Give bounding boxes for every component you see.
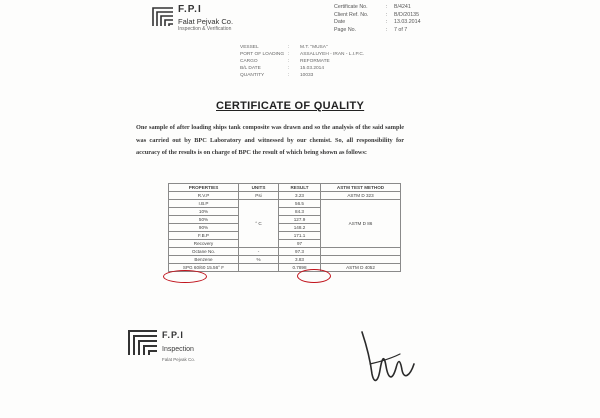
unit-cell: Psi	[239, 192, 279, 200]
vessel-key: QUANTITY	[240, 73, 265, 78]
result-cell: 148.2	[279, 224, 321, 232]
company-name: Falat Pejvak Co.	[178, 17, 234, 26]
vessel-value: 10033	[300, 73, 314, 78]
vessel-info-block	[240, 44, 364, 79]
column-header: RESULT	[279, 184, 321, 192]
stamp-text: Inspection	[162, 346, 194, 353]
vessel-value: M.T. "MUSA"	[300, 45, 328, 50]
unit-cell: %	[239, 256, 279, 264]
method-cell	[321, 256, 401, 264]
property-cell: SPG 60/60 15.56° F	[169, 264, 239, 272]
method-cell: ASTM D 4052	[321, 264, 401, 272]
vessel-row: B/L DATE : 15.03.2014	[240, 66, 325, 71]
table-row	[169, 248, 401, 256]
vessel-value: 15.03.2014	[300, 66, 325, 71]
result-cell: 56.5	[279, 200, 321, 208]
ref-row: Date : 13.03.2014	[334, 19, 464, 27]
property-cell: Recovery	[169, 240, 239, 248]
vessel-value: REFORMATE	[300, 59, 330, 64]
benzene-highlight-circle	[163, 270, 207, 283]
unit-cell: -	[239, 248, 279, 256]
property-cell: Octane No.	[169, 248, 239, 256]
property-cell: R.V.P	[169, 192, 239, 200]
ref-value: B/4241	[394, 4, 411, 10]
ref-value: 13.03.2014	[394, 19, 421, 25]
ref-key: Client Ref. No.	[334, 11, 369, 18]
result-cell: 84.3	[279, 208, 321, 216]
stamp-abbr: F.P.I	[162, 330, 184, 340]
property-cell: 50%	[169, 216, 239, 224]
ref-row: Client Ref. No. : B/D/20135	[334, 12, 464, 20]
property-cell: 10%	[169, 208, 239, 216]
ref-key: Certificate No.	[334, 4, 368, 10]
result-cell: 127.9	[279, 216, 321, 224]
unit-cell	[239, 264, 279, 272]
ref-row: Page No. : 7 of 7	[334, 27, 464, 35]
table-row	[169, 264, 401, 272]
vessel-value: ASSALUYEH - IRAN - L.I.P.C.	[300, 52, 365, 57]
unit-cell: ° C	[239, 200, 279, 248]
benzene-result-highlight-circle	[297, 269, 331, 283]
table-row	[169, 192, 401, 200]
column-header: PROPERTIES	[169, 184, 239, 192]
ref-value: 7 of 7	[394, 26, 408, 33]
result-cell: 3.23	[279, 192, 321, 200]
quality-results-table	[168, 183, 401, 272]
certificate-title: CERTIFICATE OF QUALITY	[216, 100, 365, 112]
ref-value: B/D/20135	[394, 11, 420, 18]
reference-block	[334, 4, 464, 34]
result-cell: 97	[279, 240, 321, 248]
company-logo-icon	[150, 5, 176, 29]
ref-key: Page No.	[334, 26, 357, 33]
result-cell: 171.1	[279, 232, 321, 240]
result-cell: 0.7898	[279, 264, 321, 272]
table-row	[169, 256, 401, 264]
method-cell	[321, 248, 401, 256]
company-abbr: F.P.I	[178, 4, 202, 15]
stamp-logo-icon	[126, 328, 160, 358]
vessel-row: VESSEL : M.T. "MUSA"	[240, 45, 328, 50]
property-cell: 90%	[169, 224, 239, 232]
property-cell: Benzene	[169, 256, 239, 264]
table-row	[169, 200, 401, 208]
property-cell: F.B.P	[169, 232, 239, 240]
property-cell: I.B.P	[169, 200, 239, 208]
vessel-key: CARGO	[240, 59, 258, 64]
ref-key: Date	[334, 19, 346, 25]
vessel-key: PORT OF LOADING	[240, 52, 285, 57]
vessel-key: VESSEL	[240, 45, 259, 50]
result-cell: 97.3	[279, 248, 321, 256]
vessel-row: PORT OF LOADING : ASSALUYEH - IRAN - L.I.P.C.	[240, 52, 365, 57]
certificate-body-text: One sample of after loading ships tank composite was drawn and so the analysis of the said sample was carried out by BPC Laboratory and witnessed by our chemist. So, all responsibility for accuracy of the results is on charge of BPC the result of which being shown as follows:	[136, 124, 404, 156]
stamp-subtitle: Falat Pejvak Co.	[162, 357, 196, 362]
column-header: UNITS	[239, 184, 279, 192]
table-header-row	[169, 184, 401, 192]
method-cell: ASTM D 86	[321, 200, 401, 248]
vessel-row: QUANTITY : 10033	[240, 73, 314, 78]
result-cell: 3.83	[279, 256, 321, 264]
method-cell: ASTM D 323	[321, 192, 401, 200]
ref-row: Certificate No. : B/4241	[334, 4, 464, 12]
company-subtitle: Inspection & Verification	[178, 26, 232, 32]
signature-icon	[352, 324, 422, 388]
vessel-key: B/L DATE	[240, 66, 261, 71]
vessel-row: CARGO : REFORMATE	[240, 59, 330, 64]
column-header: ASTM TEST METHOD	[321, 184, 401, 192]
